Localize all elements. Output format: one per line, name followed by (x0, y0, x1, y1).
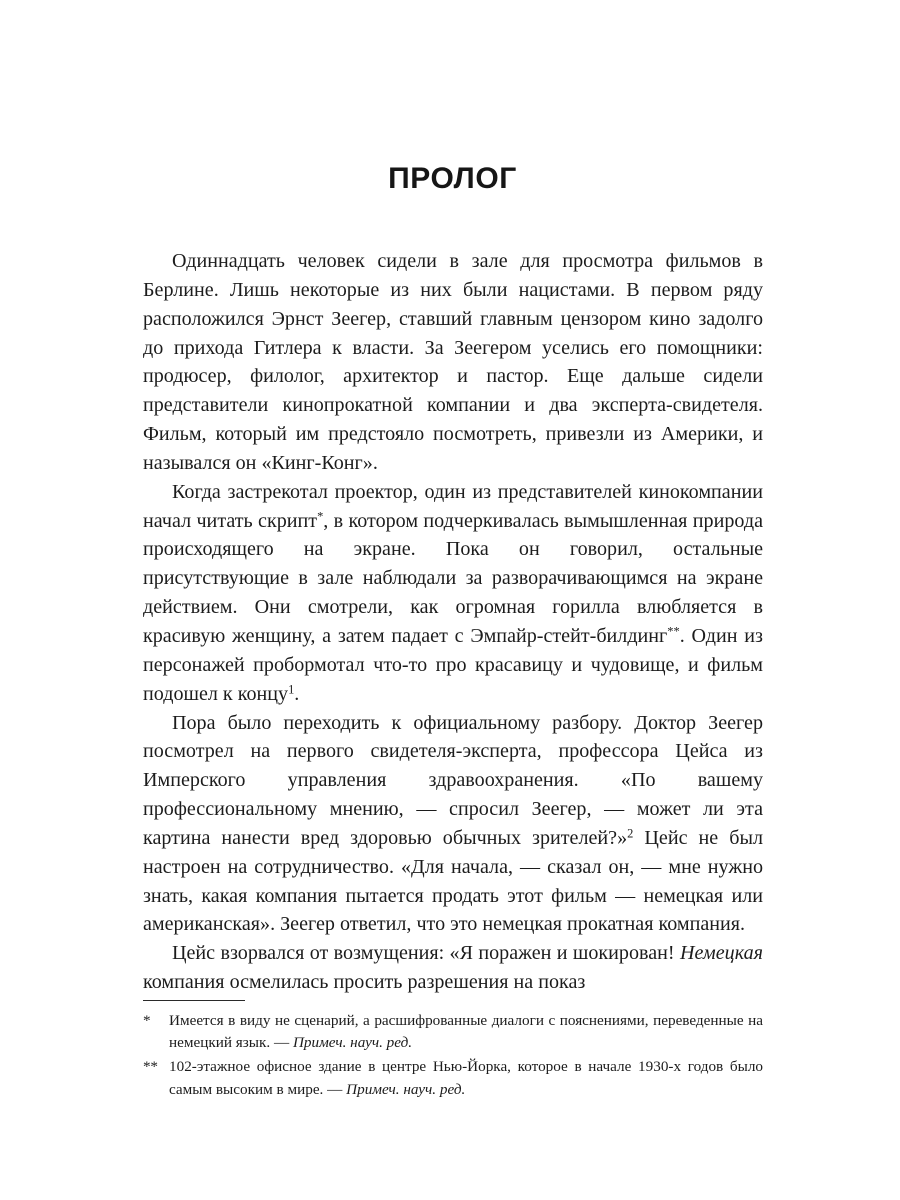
footnote-2-text: 102-этажное офисное здание в центре Нью-Йорка, которое в начале 1930-х годов было самым высоким в мире. — (169, 1058, 763, 1098)
footnote-2-attribution: Примеч. науч. ред. (346, 1080, 466, 1098)
paragraph-2-segment-c: . Один из персонажей пробормотал что-то про красавицу и чудовище, и фильм подошел к концу (143, 624, 763, 705)
footnote-item-1 (143, 1010, 763, 1054)
paragraph-2-segment-b: , в котором подчеркивалась вымышленная природа происходящего на экране. Пока он говорил, остальные присутствующие в зале наблюдали за разворачивающимся на экране действием. Они смотрели, как огромная горилла влюбляется в красивую женщину, а затем падает с Эмпайр-стейт-билдинг (143, 509, 763, 647)
paragraph-3 (143, 709, 763, 940)
body-text-block (143, 247, 763, 997)
footnote-marker-double-asterisk: ** (143, 1058, 158, 1076)
paragraph-3-segment-a: Пора было переходить к официальному разбору. Доктор Зеегер посмотрел на первого свидетеля-эксперта, профессора Цейса из Имперского управления здравоохранения. «По вашему профессиональному мнению, — спросил Зеегер, — может ли эта картина нанести вред здоровью обычных зрителей?» (143, 711, 763, 849)
paragraph-2 (143, 478, 763, 709)
paragraph-3-segment-b: Цейс не был настроен на сотрудничество. «Для начала, — сказал он, — мне нужно знать, какая компания пытается продать этот фильм — немецкая или американская». Зеегер ответил, что это немецкая прокатная компания. (143, 826, 763, 936)
footnote-separator-rule (143, 1000, 245, 1001)
footnote-marker-asterisk: * (143, 1012, 151, 1029)
footnote-ref-asterisk[interactable]: * (317, 509, 324, 524)
endnote-ref-2[interactable]: 2 (627, 826, 634, 841)
paragraph-4 (143, 939, 763, 997)
footnote-area (143, 1000, 763, 1103)
paragraph-4-segment-a: Цейс взорвался от возмущения: «Я поражен и шокирован! (172, 942, 680, 965)
footnote-1-text: Имеется в виду не сценарий, а расшифрованные диалоги с пояснениями, переведенные на немецкий язык. — (169, 1012, 763, 1052)
paragraph-1 (143, 247, 763, 478)
endnote-ref-1[interactable]: 1 (288, 682, 295, 697)
paragraph-2-segment-d: . (294, 682, 300, 705)
page-title: ПРОЛОГ (388, 162, 517, 196)
paragraph-1-text: Одиннадцать человек сидели в зале для просмотра фильмов в Берлине. Лишь некоторые из них были нацистами. В первом ряду расположился Эрнст Зеегер, ставший главным цензором кино задолго до прихода Гитлера к власти. За Зеегером уселись его помощники: продюсер, филолог, архитектор и пастор. Еще дальше сидели представители кинопрокатной компании и два эксперта-свидетеля. Фильм, который им предстояло посмотреть, привезли из Америки, и назывался он «Кинг-Конг». (143, 250, 763, 474)
paragraph-4-segment-b: компания осмелилась просить разрешения на показ (143, 971, 586, 994)
paragraph-2-segment-a: Когда застрекотал проектор, один из представителей кинокомпании начал читать скрипт (143, 480, 763, 532)
footnote-ref-double-asterisk[interactable]: ** (667, 624, 680, 639)
paragraph-4-emphasis: Немецкая (679, 942, 763, 965)
footnote-item-2 (143, 1056, 763, 1100)
footnote-1-attribution: Примеч. науч. ред. (292, 1034, 413, 1052)
